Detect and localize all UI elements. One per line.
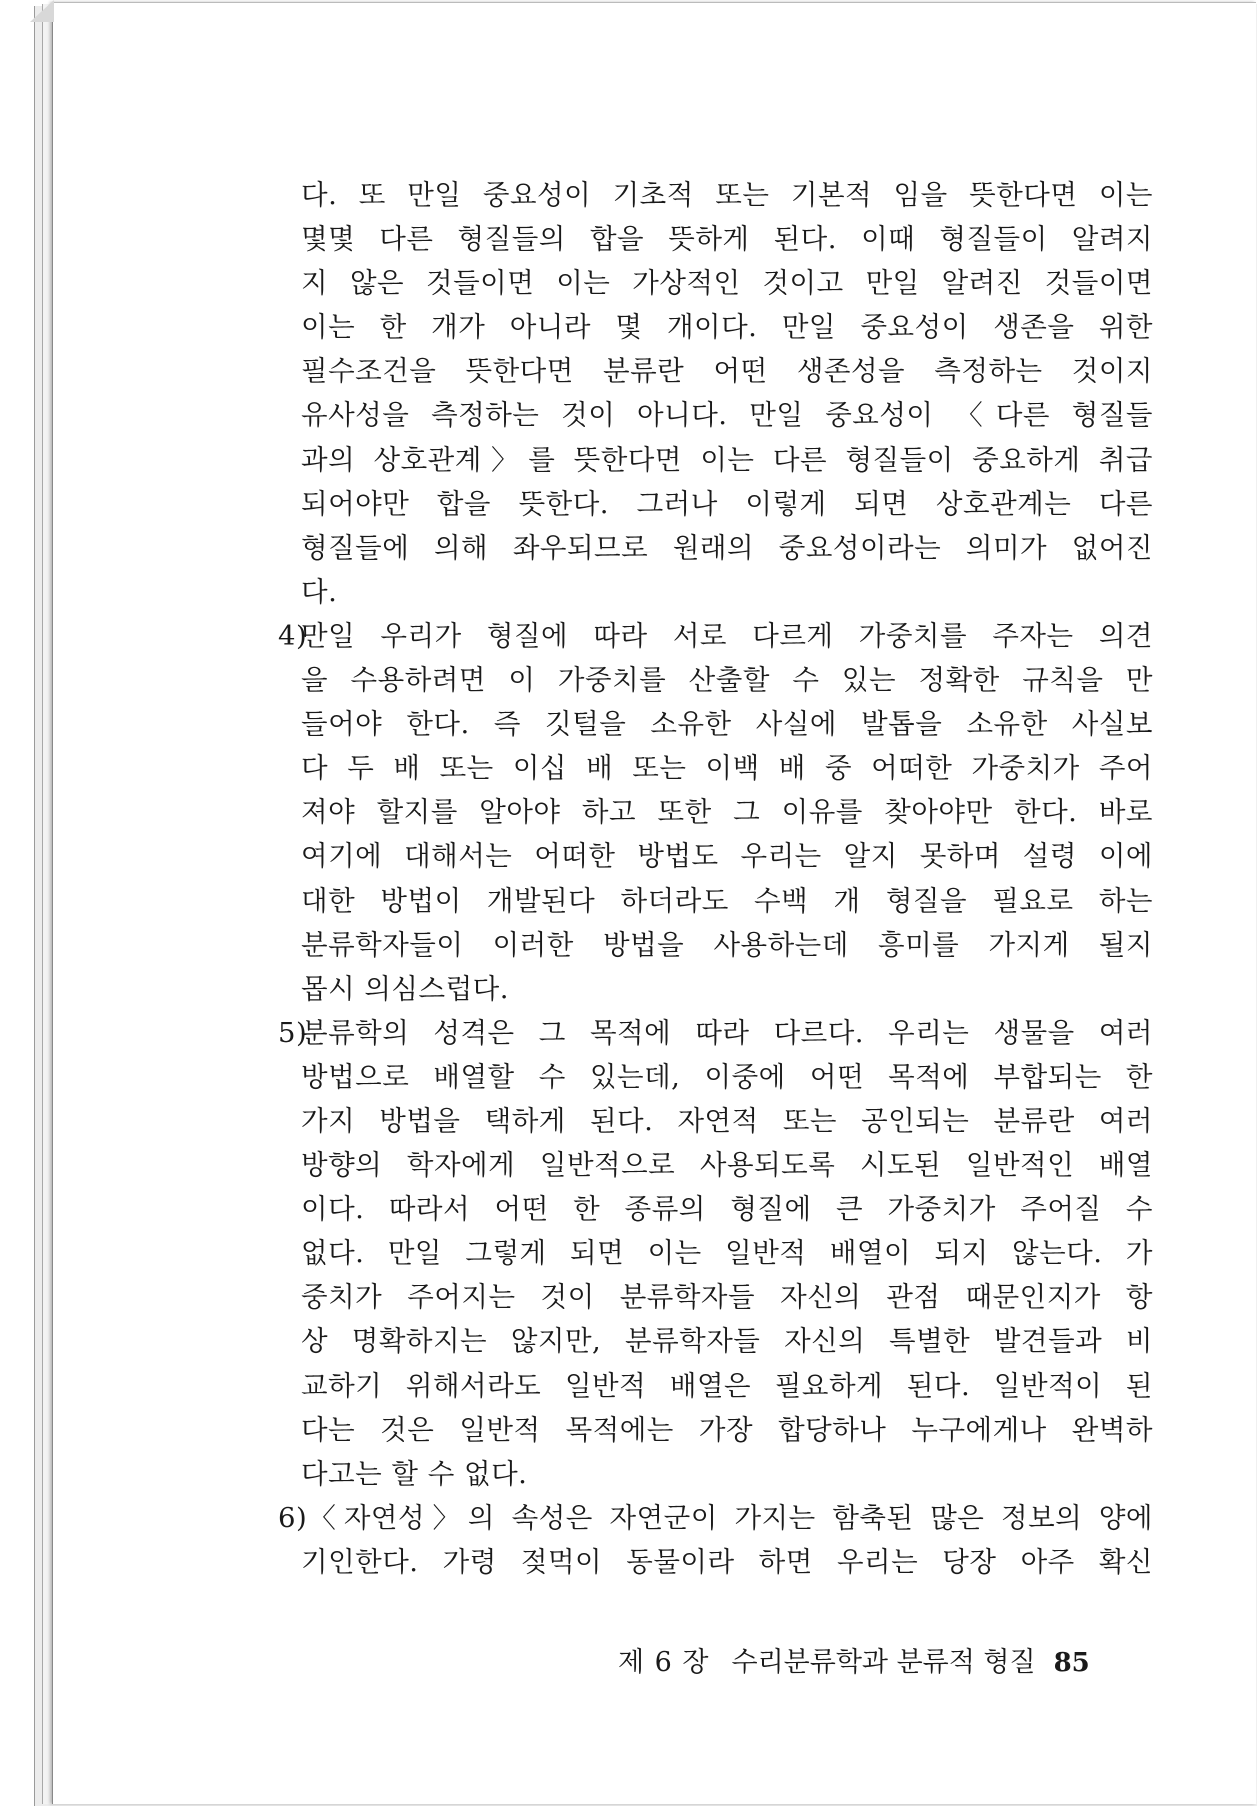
text-line: 들어야 한다. 즉 깃털을 소유한 사실에 발톱을 소유한 사실보 [301, 708, 1153, 741]
text-line: 방법으로 배열할 수 있는데, 이중에 어떤 목적에 부합되는 한 [301, 1060, 1153, 1093]
book-page [52, 2, 1256, 1804]
text-line: 상 명확하지는 않지만, 분류학자들 자신의 특별한 발견들과 비 [301, 1325, 1153, 1358]
text-line: 이는 한 개가 아니라 몇 개이다. 만일 중요성이 생존을 위한 [301, 311, 1153, 344]
item-text: 분류학의 성격은 그 목적에 따라 다르다. 우리는 생물을 여러 [301, 1016, 1153, 1049]
page-number: 85 [1053, 1648, 1090, 1678]
text-line: 가지 방법을 택하게 된다. 자연적 또는 공인되는 분류란 여러 [301, 1104, 1153, 1137]
text-line: 방향의 학자에게 일반적으로 사용되도록 시도된 일반적인 배열 [301, 1149, 1153, 1182]
text-line: 과의 상호관계〉를 뜻한다면 이는 다른 형질들이 중요하게 취급 [301, 443, 1153, 476]
text-line: 중치가 주어지는 것이 분류학자들 자신의 관점 때문인지가 항 [301, 1281, 1153, 1314]
item-number: 6) [278, 1501, 308, 1534]
chapter-label: 제 6 장 [618, 1647, 710, 1678]
item-number: 4) [278, 619, 308, 652]
text-line: 대한 방법이 개발된다 하더라도 수백 개 형질을 필요로 하는 [301, 884, 1153, 917]
text-line: 다. 또 만일 중요성이 기초적 또는 기본적 임을 뜻한다면 이는 [301, 179, 1153, 211]
text-line: 형질들에 의해 좌우되므로 원래의 중요성이라는 의미가 없어진 [301, 531, 1153, 564]
text-line: 다 두 배 또는 이십 배 또는 이백 배 중 어떠한 가중치가 주어 [301, 752, 1153, 785]
text-line: 유사성을 측정하는 것이 아니다. 만일 중요성이 〈다른 형질들 [301, 399, 1153, 432]
text-line: 몇몇 다른 형질들의 합을 뜻하게 된다. 이때 형질들이 알려지 [301, 223, 1153, 256]
text-line: 다. [301, 575, 338, 608]
text-line: 기인한다. 가령 젖먹이 동물이라 하면 우리는 당장 아주 확신 [301, 1545, 1153, 1578]
text-line: 다는 것은 일반적 목적에는 가장 합당하나 누구에게나 완벽하 [301, 1413, 1153, 1446]
page-body [53, 173, 1256, 1584]
text-line: 교하기 위해서라도 일반적 배열은 필요하게 된다. 일반적이 된 [301, 1369, 1153, 1402]
text-line: 이다. 따라서 어떤 한 종류의 형질에 큰 가중치가 주어질 수 [301, 1193, 1153, 1226]
text-line: 져야 할지를 알아야 하고 또한 그 이유를 찾아야만 한다. 바로 [301, 796, 1153, 829]
text-line: 필수조건을 뜻한다면 분류란 어떤 생존성을 측정하는 것이지 [301, 355, 1153, 388]
text-line [278, 614, 1153, 658]
item-number: 5) [278, 1016, 308, 1049]
list-item-5 [53, 1011, 1256, 1496]
list-item-4 [53, 614, 1256, 1011]
text-line: 몹시 의심스럽다. [301, 972, 509, 1005]
text-line [278, 1011, 1153, 1055]
text-line: 을 수용하려면 이 가중치를 산출할 수 있는 정확한 규칙을 만 [301, 664, 1153, 697]
text-line: 없다. 만일 그렇게 되면 이는 일반적 배열이 되지 않는다. 가 [301, 1237, 1153, 1270]
continued-paragraph [53, 173, 1256, 614]
item-text: 만일 우리가 형질에 따라 서로 다르게 가중치를 주자는 의견 [301, 619, 1153, 652]
list-item-6 [53, 1496, 1256, 1584]
chapter-title: 수리분류학과 분류적 형질 [731, 1647, 1036, 1678]
text-line: 지 않은 것들이면 이는 가상적인 것이고 만일 알려진 것들이면 [301, 267, 1153, 300]
text-line: 다고는 할 수 없다. [301, 1457, 528, 1490]
text-line: 여기에 대해서는 어떠한 방법도 우리는 알지 못하며 설령 이에 [301, 840, 1153, 873]
item-text: 〈자연성〉의 속성은 자연군이 가지는 함축된 많은 정보의 양에 [301, 1501, 1153, 1534]
running-footer [618, 1640, 1138, 1679]
text-line: 되어야만 합을 뜻한다. 그러나 이렇게 되면 상호관계는 다른 [301, 487, 1153, 520]
page-corner-fold [30, 0, 54, 22]
text-line: 분류학자들이 이러한 방법을 사용하는데 흥미를 가지게 될지 [301, 928, 1153, 961]
text-line [278, 1496, 1153, 1540]
